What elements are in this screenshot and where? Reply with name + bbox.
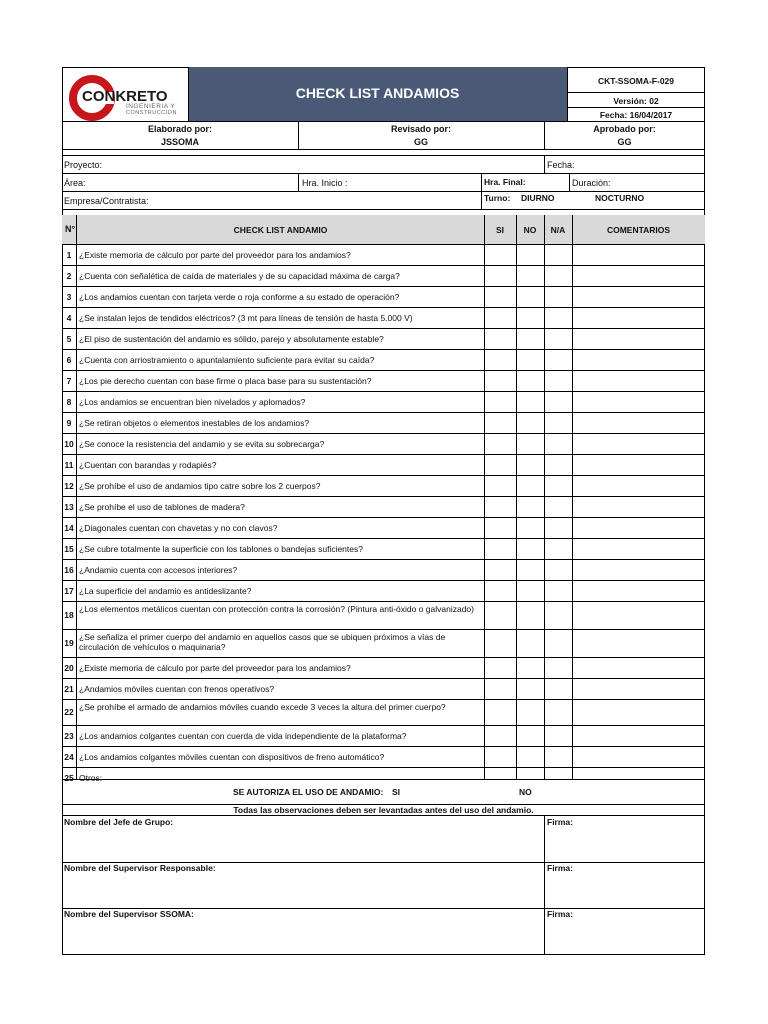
answer-cell-no[interactable] — [516, 657, 544, 678]
answer-cell-na[interactable] — [544, 286, 572, 307]
checklist-question: ¿Diagonales cuentan con chavetas y no con clavos? — [79, 522, 278, 533]
table-row — [62, 699, 705, 725]
answer-cell-comments[interactable] — [572, 433, 705, 454]
answer-cell-na[interactable] — [544, 496, 572, 517]
authorization-label: SE AUTORIZA EL USO DE ANDAMIO: — [233, 787, 384, 797]
authorization-no: NO — [519, 787, 532, 797]
answer-cell-si[interactable] — [484, 349, 516, 370]
area-label: Área: — [64, 178, 86, 188]
prepared-by-label: Elaborado por: — [147, 124, 212, 134]
answer-cell-si[interactable] — [484, 307, 516, 328]
shift-night: NOCTURNO — [595, 193, 645, 203]
answer-cell-no[interactable] — [516, 517, 544, 538]
row-number: 15 — [64, 543, 74, 554]
answer-cell-na[interactable] — [544, 746, 572, 767]
answer-cell-na[interactable] — [544, 349, 572, 370]
reviewed-by-value: GG — [413, 137, 428, 147]
checklist-rows — [62, 244, 705, 783]
checklist-question: ¿El piso de sustentación del andamio es sólido, parejo y absolutamente estable? — [79, 333, 384, 344]
answer-cell-comments[interactable] — [572, 328, 705, 349]
answer-cell-comments[interactable] — [572, 601, 705, 629]
answer-cell-comments[interactable] — [572, 391, 705, 412]
checklist-question: ¿Los andamios colgantes cuentan con cuerda de vida independiente de la plataforma? — [79, 730, 407, 741]
answer-cell-no[interactable] — [516, 601, 544, 629]
duration-label: Duración: — [572, 178, 611, 188]
answer-cell-comments[interactable] — [572, 286, 705, 307]
table-row — [62, 496, 705, 517]
checklist-question: ¿Existe memoria de cálculo por parte del proveedor para los andamios? — [79, 662, 351, 673]
answer-cell-comments[interactable] — [572, 496, 705, 517]
answer-cell-comments[interactable] — [572, 244, 705, 265]
answer-cell-na[interactable] — [544, 370, 572, 391]
checklist-question: ¿Se prohíbe el armado de andamios móviles cuando excede 3 veces la altura del primer cuerpo? — [79, 702, 446, 712]
answer-cell-si[interactable] — [484, 475, 516, 496]
answer-cell-no[interactable] — [516, 475, 544, 496]
checklist-question: ¿Cuentan con barandas y rodapiés? — [79, 459, 217, 470]
answer-cell-si[interactable] — [484, 265, 516, 286]
answer-cell-no[interactable] — [516, 244, 544, 265]
row-number: 9 — [66, 417, 72, 428]
answer-cell-comments[interactable] — [572, 517, 705, 538]
checklist-question: ¿Se instalan lejos de tendidos eléctricos? (3 mt para líneas de tensión de hasta 5.000 V) — [79, 312, 413, 323]
table-row — [62, 475, 705, 496]
answer-cell-na[interactable] — [544, 767, 572, 788]
shift-day: DIURNO — [521, 193, 555, 203]
checklist-question: ¿Existe memoria de cálculo por parte del proveedor para los andamios? — [79, 249, 351, 260]
answer-cell-si[interactable] — [484, 244, 516, 265]
answer-cell-na[interactable] — [544, 433, 572, 454]
answer-cell-comments[interactable] — [572, 349, 705, 370]
answer-cell-na[interactable] — [544, 725, 572, 746]
table-row — [62, 391, 705, 412]
table-row — [62, 725, 705, 746]
answer-cell-na[interactable] — [544, 454, 572, 475]
answer-cell-na[interactable] — [544, 601, 572, 629]
company-tagline-2: CONSTRUCCION — [126, 110, 177, 116]
col-no-header: NO — [523, 225, 537, 235]
answer-cell-na[interactable] — [544, 517, 572, 538]
answer-cell-no[interactable] — [516, 307, 544, 328]
answer-cell-no[interactable] — [516, 678, 544, 699]
observations-note: Todas las observaciones deben ser levantadas antes del uso del andamio. — [233, 805, 534, 815]
answer-cell-na[interactable] — [544, 580, 572, 601]
table-row — [62, 767, 705, 788]
row-number: 3 — [66, 291, 72, 302]
answer-cell-no[interactable] — [516, 370, 544, 391]
answer-cell-no[interactable] — [516, 349, 544, 370]
answer-cell-comments[interactable] — [572, 412, 705, 433]
row-number: 16 — [64, 564, 74, 575]
col-number-header: N° — [65, 224, 76, 234]
answer-cell-na[interactable] — [544, 475, 572, 496]
row-number: 10 — [64, 438, 74, 449]
answer-cell-no[interactable] — [516, 496, 544, 517]
answer-cell-comments[interactable] — [572, 370, 705, 391]
approved-by-label: Aprobado por: — [593, 124, 656, 134]
answer-cell-si[interactable] — [484, 746, 516, 767]
company-name: CONKRETO — [82, 88, 168, 105]
checklist-question: ¿Se prohíbe el uso de andamios tipo catre sobre los 2 cuerpos? — [79, 480, 321, 491]
answer-cell-na[interactable] — [544, 265, 572, 286]
answer-cell-na[interactable] — [544, 307, 572, 328]
answer-cell-no[interactable] — [516, 391, 544, 412]
answer-cell-si[interactable] — [484, 454, 516, 475]
answer-cell-na[interactable] — [544, 391, 572, 412]
checklist-question: ¿Los elementos metálicos cuentan con protección contra la corrosión? (Pintura anti-óxido o galvanizado) — [79, 604, 474, 614]
answer-cell-comments[interactable] — [572, 746, 705, 767]
answer-cell-no[interactable] — [516, 559, 544, 580]
group-leader-name-label: Nombre del Jefe de Grupo: — [64, 817, 174, 827]
table-row — [62, 265, 705, 286]
answer-cell-na[interactable] — [544, 328, 572, 349]
col-si-header: SI — [495, 225, 505, 235]
answer-cell-no[interactable] — [516, 454, 544, 475]
answer-cell-si[interactable] — [484, 767, 516, 788]
row-number: 23 — [64, 730, 74, 741]
answer-cell-comments[interactable] — [572, 538, 705, 559]
row-number: 7 — [66, 375, 72, 386]
answer-cell-no[interactable] — [516, 328, 544, 349]
answer-cell-na[interactable] — [544, 699, 572, 725]
checklist-question: ¿Andamio cuenta con accesos interiores? — [79, 564, 238, 575]
answer-cell-comments[interactable] — [572, 475, 705, 496]
authorization-yes: SI — [392, 787, 401, 797]
date-label: Fecha: — [547, 160, 575, 170]
answer-cell-comments[interactable] — [572, 454, 705, 475]
supervisor-name-label: Nombre del Supervisor Responsable: — [64, 863, 216, 873]
table-row — [62, 286, 705, 307]
table-row — [62, 412, 705, 433]
table-row — [62, 580, 705, 601]
table-row — [62, 629, 705, 657]
row-number: 18 — [64, 610, 74, 620]
table-row — [62, 328, 705, 349]
approved-by-value: GG — [617, 137, 632, 147]
answer-cell-na[interactable] — [544, 629, 572, 657]
checklist-question: ¿Los pie derecho cuentan con base firme o placa base para su sustentación? — [79, 375, 372, 386]
answer-cell-comments[interactable] — [572, 725, 705, 746]
answer-cell-no[interactable] — [516, 433, 544, 454]
table-row — [62, 538, 705, 559]
checklist-question: ¿Cuenta con arriostramiento o apuntalamiento suficiente para evitar su caída? — [79, 354, 375, 365]
row-number: 13 — [64, 501, 74, 512]
answer-cell-no[interactable] — [516, 746, 544, 767]
answer-cell-na[interactable] — [544, 538, 572, 559]
checklist-question: Otros: — [79, 772, 103, 783]
answer-cell-na[interactable] — [544, 412, 572, 433]
answer-cell-no[interactable] — [516, 286, 544, 307]
answer-cell-no[interactable] — [516, 538, 544, 559]
answer-cell-si[interactable] — [484, 678, 516, 699]
answer-cell-si[interactable] — [484, 391, 516, 412]
answer-cell-comments[interactable] — [572, 767, 705, 788]
answer-cell-comments[interactable] — [572, 559, 705, 580]
answer-cell-si[interactable] — [484, 328, 516, 349]
answer-cell-no[interactable] — [516, 699, 544, 725]
answer-cell-na[interactable] — [544, 559, 572, 580]
answer-cell-comments[interactable] — [572, 265, 705, 286]
table-row — [62, 601, 705, 629]
checklist-question: ¿Se conoce la resistencia del andamio y se evita su sobrecarga? — [79, 438, 325, 449]
row-number: 1 — [66, 249, 72, 260]
answer-cell-no[interactable] — [516, 767, 544, 788]
row-number: 22 — [64, 707, 74, 717]
row-number: 19 — [64, 638, 74, 648]
row-number: 25 — [64, 772, 74, 783]
row-number: 21 — [64, 683, 74, 694]
document-code: CKT-SSOMA-F-029 — [597, 76, 675, 86]
table-row — [62, 433, 705, 454]
checklist-question: ¿La superficie del andamio es antideslizante? — [79, 585, 252, 596]
answer-cell-si[interactable] — [484, 517, 516, 538]
answer-cell-si[interactable] — [484, 629, 516, 657]
checklist-question: ¿Se prohíbe el uso de tablones de madera? — [79, 501, 245, 512]
company-tagline-1: INGENIERIA Y — [126, 103, 176, 110]
answer-cell-si[interactable] — [484, 559, 516, 580]
table-row — [62, 559, 705, 580]
row-number: 6 — [66, 354, 72, 365]
answer-cell-comments[interactable] — [572, 699, 705, 725]
answer-cell-si[interactable] — [484, 496, 516, 517]
col-na-header: N/A — [550, 225, 566, 235]
answer-cell-na[interactable] — [544, 678, 572, 699]
ssoma-supervisor-sign-label: Firma: — [547, 909, 573, 919]
answer-cell-si[interactable] — [484, 725, 516, 746]
answer-cell-comments[interactable] — [572, 580, 705, 601]
table-row — [62, 657, 705, 678]
checklist-question: ¿Cuenta con señalética de caída de materiales y de su capacidad máxima de carga? — [79, 270, 400, 281]
shift-label: Turno: — [484, 193, 511, 203]
end-time-label: Hra. Final: — [484, 177, 526, 187]
answer-cell-si[interactable] — [484, 538, 516, 559]
row-number: 14 — [64, 522, 74, 533]
supervisor-sign-label: Firma: — [547, 863, 573, 873]
answer-cell-comments[interactable] — [572, 307, 705, 328]
row-number: 20 — [64, 662, 74, 673]
table-row — [62, 244, 705, 265]
answer-cell-no[interactable] — [516, 629, 544, 657]
checklist-question: ¿Andamios móviles cuentan con frenos operativos? — [79, 683, 275, 694]
start-time-label: Hra. Inicio : — [302, 178, 348, 188]
row-number: 5 — [66, 333, 72, 344]
form-frame — [62, 67, 705, 955]
table-row — [62, 454, 705, 475]
document-version: Versión: 02 — [613, 96, 659, 106]
checklist-question: ¿Se señaliza el primer cuerpo del andamio en aquellos casos que se ubiquen próximos a vías de circulación de vehículos o maquinaria? — [79, 632, 446, 652]
answer-cell-na[interactable] — [544, 244, 572, 265]
reviewed-by-label: Revisado por: — [390, 124, 451, 134]
row-number: 12 — [64, 480, 74, 491]
checklist-question: ¿Los andamios cuentan con tarjeta verde o roja conforme a su estado de operación? — [79, 291, 400, 302]
answer-cell-no[interactable] — [516, 580, 544, 601]
table-row — [62, 370, 705, 391]
answer-cell-si[interactable] — [484, 286, 516, 307]
ssoma-supervisor-name-label: Nombre del Supervisor SSOMA: — [64, 909, 194, 919]
table-row — [62, 678, 705, 699]
table-row — [62, 517, 705, 538]
table-row — [62, 307, 705, 328]
page-title: CHECK LIST ANDAMIOS — [295, 85, 460, 101]
checklist-question: ¿Se cubre totalmente la superficie con los tablones o bandejas suficientes? — [79, 543, 363, 554]
checklist-question: ¿Los andamios se encuentran bien nivelados y aplomados? — [79, 396, 306, 407]
checklist-question: ¿Los andamios colgantes móviles cuentan con dispositivos de freno automático? — [79, 751, 385, 762]
answer-cell-no[interactable] — [516, 412, 544, 433]
answer-cell-no[interactable] — [516, 265, 544, 286]
answer-cell-na[interactable] — [544, 657, 572, 678]
prepared-by-value: JSSOMA — [160, 137, 199, 147]
answer-cell-si[interactable] — [484, 657, 516, 678]
checklist-question: ¿Se retiran objetos o elementos inestables de los andamios? — [79, 417, 310, 428]
col-comments-header: COMENTARIOS — [606, 225, 671, 235]
row-number: 2 — [66, 270, 72, 281]
row-number: 24 — [64, 751, 74, 762]
row-number: 11 — [64, 459, 74, 470]
answer-cell-comments[interactable] — [572, 629, 705, 657]
answer-cell-si[interactable] — [484, 699, 516, 725]
answer-cell-comments[interactable] — [572, 678, 705, 699]
answer-cell-si[interactable] — [484, 580, 516, 601]
row-number: 17 — [64, 585, 74, 596]
table-row — [62, 746, 705, 767]
row-number: 4 — [66, 312, 72, 323]
answer-cell-no[interactable] — [516, 725, 544, 746]
answer-cell-si[interactable] — [484, 601, 516, 629]
row-number: 8 — [66, 396, 72, 407]
col-item-header: CHECK LIST ANDAMIO — [233, 225, 328, 235]
project-label: Proyecto: — [64, 160, 103, 170]
group-leader-sign-label: Firma: — [547, 817, 573, 827]
contractor-label: Empresa/Contratista: — [64, 196, 149, 206]
answer-cell-si[interactable] — [484, 412, 516, 433]
answer-cell-si[interactable] — [484, 433, 516, 454]
answer-cell-comments[interactable] — [572, 657, 705, 678]
document-date: Fecha: 16/04/2017 — [599, 110, 673, 120]
table-row — [62, 349, 705, 370]
answer-cell-si[interactable] — [484, 370, 516, 391]
